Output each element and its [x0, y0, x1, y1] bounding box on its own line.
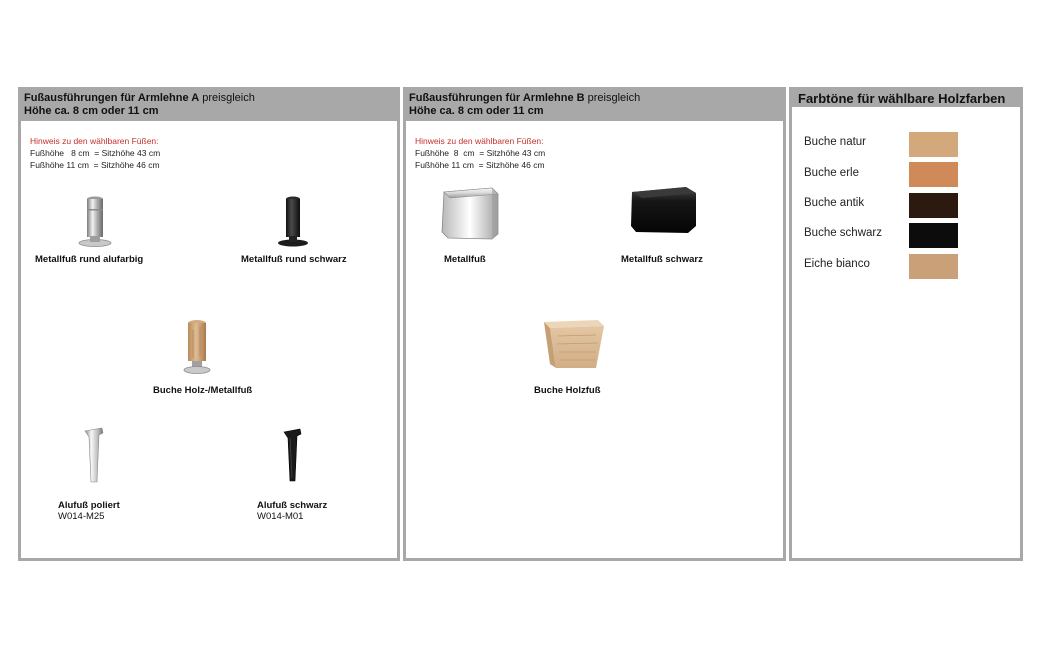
panel-a-note-line1: Fußhöhe 8 cm = Sitzhöhe 43 cm	[30, 148, 161, 158]
metal-round-alu-foot-image	[75, 195, 115, 249]
panel-b-subtitle: Höhe ca. 8 cm oder 11 cm	[409, 104, 544, 117]
swatch-label: Eiche bianco	[804, 258, 870, 270]
metal-block-black-foot-image	[628, 184, 700, 236]
alu-polished-foot-image	[81, 427, 107, 485]
alu-black-foot-image	[281, 428, 305, 484]
item-label: Metallfuß rund alufarbig	[35, 254, 144, 265]
panel-a-note-title: Hinweis zu den wählbaren Füßen:	[30, 136, 159, 146]
item-code: W014-M01	[257, 511, 304, 522]
item-label: Buche Holz-/Metallfuß	[153, 385, 253, 396]
swatch-buche-natur	[909, 132, 958, 157]
item-label: Alufuß schwarz	[257, 500, 328, 511]
item-label: Metallfuß schwarz	[621, 254, 703, 265]
panel-b-title: Fußausführungen für Armlehne B	[409, 92, 585, 104]
panel-armlehne-b	[403, 87, 786, 561]
panel-a-title: Fußausführungen für Armlehne A	[24, 92, 200, 104]
metal-round-black-foot-image	[273, 195, 313, 249]
metal-block-foot-image	[438, 186, 502, 242]
panel-wood-colors	[789, 87, 1023, 561]
item-label: Metallfuß rund schwarz	[241, 254, 347, 265]
panel-a-header	[21, 90, 397, 121]
panel-b-note-title: Hinweis zu den wählbaren Füßen:	[415, 136, 544, 146]
panel-a-note-line2: Fußhöhe 11 cm = Sitzhöhe 46 cm	[30, 160, 160, 170]
panel-c-title: Farbtöne für wählbare Holzfarben	[792, 90, 1020, 107]
panel-b-note-line1: Fußhöhe 8 cm = Sitzhöhe 43 cm	[415, 148, 546, 158]
panel-a-subtitle: Höhe ca. 8 cm oder 11 cm	[24, 104, 159, 117]
swatch-buche-schwarz	[909, 223, 958, 248]
panel-b-note-line2: Fußhöhe 11 cm = Sitzhöhe 46 cm	[415, 160, 545, 170]
swatch-buche-erle	[909, 162, 958, 187]
panel-a-title-suffix: preisgleich	[199, 92, 255, 104]
item-label: Alufuß poliert	[58, 500, 120, 511]
item-code: W014-M25	[58, 511, 105, 522]
swatch-buche-antik	[909, 193, 958, 218]
swatch-label: Buche schwarz	[804, 227, 882, 239]
beech-wood-block-foot-image	[538, 316, 606, 372]
swatch-label: Buche natur	[804, 136, 867, 148]
swatch-eiche-bianco	[909, 254, 958, 279]
beech-wood-metal-foot-image	[179, 318, 215, 376]
panel-armlehne-a	[18, 87, 400, 561]
panel-b-title-suffix: preisgleich	[584, 92, 641, 104]
panel-b-header	[406, 90, 783, 121]
item-label: Metallfuß	[444, 254, 486, 265]
swatch-label: Buche erle	[804, 167, 859, 179]
item-label: Buche Holzfuß	[534, 385, 601, 396]
swatch-label: Buche antik	[804, 197, 865, 209]
